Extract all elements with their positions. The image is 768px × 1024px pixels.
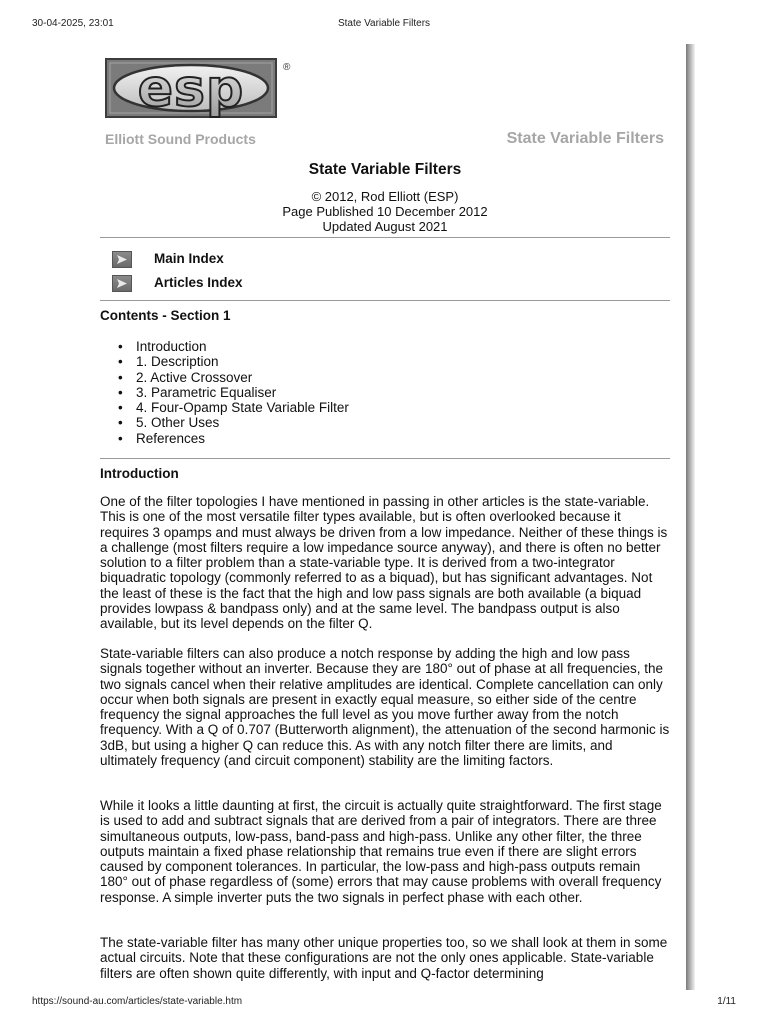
toc-link-parametric-equaliser[interactable]: • 3. Parametric Equaliser [136,385,349,400]
toc-link-description[interactable]: • 1. Description [136,354,349,369]
arrow-right-icon[interactable] [112,251,132,268]
toc-link-other-uses[interactable]: • 5. Other Uses [136,415,349,430]
divider [100,300,670,301]
print-page-number: 1/11 [717,996,736,1007]
toc-link-active-crossover[interactable]: • 2. Active Crossover [136,370,349,385]
brand-name: Elliott Sound Products [105,131,256,147]
page-meta [100,189,670,234]
toc-link-references[interactable]: • References [136,431,349,446]
intro-paragraph-3: While it looks a little daunting at first, the circuit is actually quite straightforward. The first stage is used to add and subtract signals that are derived from a pair of integrators. There are three simultaneous outputs, low-pass, band-pass and high-pass. Unlike any other filter, the three outputs maintain a fixed phase relationship that remains true even if there are slight errors caused by component tolerances. In particular, the low-pass and high-pass outputs remain 180° out of phase regardless of (some) errors that may cause problems with overall frequency response. A simple inverter puts the two signals in perfect phase with each other. [100,798,662,905]
logo-text: esp [137,59,245,118]
print-datetime: 30-04-2025, 23:01 [32,18,114,29]
introduction-heading: Introduction [100,466,179,481]
page-title: State Variable Filters [308,161,462,178]
copyright-line: © 2012, Rod Elliott (ESP) [311,189,459,204]
registered-mark: ® [283,62,291,73]
intro-paragraph-1: One of the filter topologies I have mentioned in passing in other articles is the state-variable. This is one of the most versatile filter types available, but is often overlooked because it requires 3 opamps and must always be driven from a low impedance. Neither of these things is a challenge (most filters require a low impedance source anyway), and there is often no better solution to a filter problem than a state-variable type. It is derived from a two-integrator biquadratic topology (commonly referred to as a biquad), but has significant advantages. Not the least of these is the fact that the high and low pass signals are both available (a biquad provides lowpass & bandpass only) and at the same level. The bandpass output is also available, but its level depends on the filter Q. [100,494,668,632]
brand-page-title: State Variable Filters [506,130,664,147]
print-page-title: State Variable Filters [337,18,431,29]
intro-paragraph-2: State-variable filters can also produce a notch response by adding the high and low pass signals together without an inverter. Because they are 180° out of phase at all frequencies, the two signals cancel when their relative amplitudes are identical. Complete cancellation can only occur when both signals are present in exactly equal measure, so either side of the centre frequency the signal approaches the full level as you move further away from the notch frequency. With a Q of 0.707 (Butterworth alignment), the attenuation of the second harmonic is 3dB, but using a higher Q can reduce this. As with any notch filter there are limits, and ultimately frequency (and circuit component) stability are the limiting factors. [100,646,670,769]
toc-link-four-opamp-svf[interactable]: • 4. Four-Opamp State Variable Filter [136,400,349,415]
esp-logo[interactable] [105,58,291,118]
contents-heading: Contents - Section 1 [100,308,231,323]
intro-paragraph-4: The state-variable filter has many other unique properties too, so we shall look at them in some actual circuits. Note that these configurations are not the only ones applicable. State-variable filters are often shown quite differently, with input and Q-factor determining [100,935,668,981]
published-line: Page Published 10 December 2012 [282,204,488,219]
print-footer-url: https://sound-au.com/articles/state-variable.htm [32,996,243,1007]
arrow-right-icon[interactable] [112,275,132,292]
nav-link-articles-index[interactable]: Articles Index [154,275,243,290]
esp-logo-graphic [105,58,277,118]
toc-link-introduction[interactable]: • Introduction [136,339,349,354]
page-edge-shadow [686,44,695,990]
contents-list [136,339,349,446]
divider [100,237,670,238]
nav-link-main-index[interactable]: Main Index [154,251,224,266]
updated-line: Updated August 2021 [322,219,448,234]
divider [100,458,670,459]
